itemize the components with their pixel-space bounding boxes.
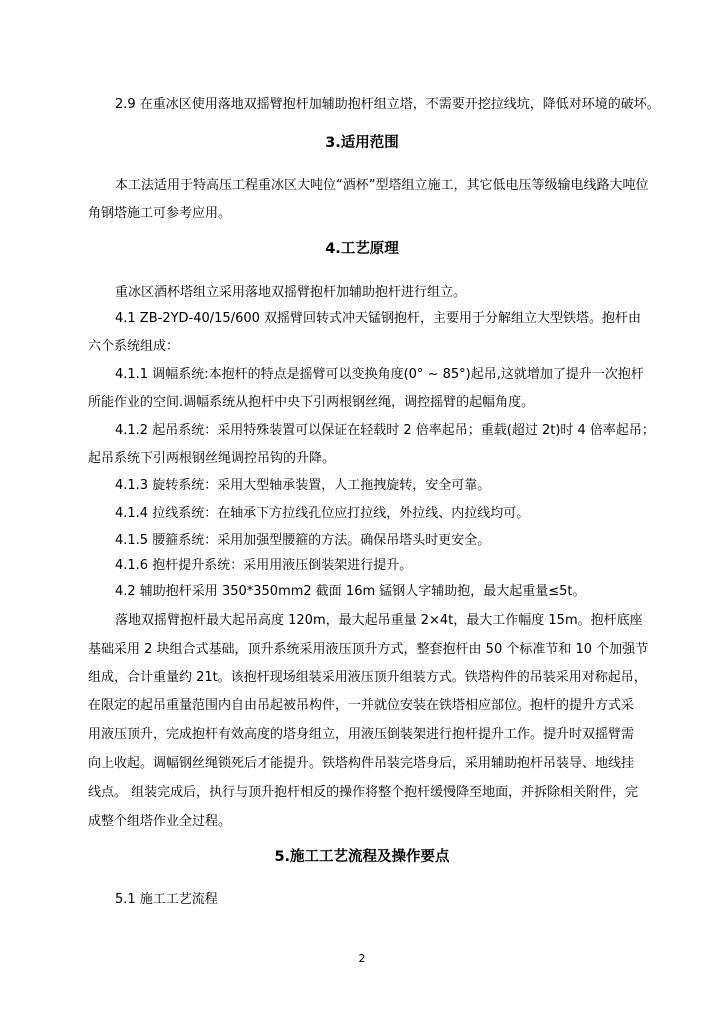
hoist-paragraph-line-4: 在限定的起吊重量范围内自由吊起被吊构件，一并就位安装在铁塔相应部位。抱杆的提升方式采: [88, 698, 635, 713]
section-3-heading: 3.适用范围: [325, 135, 399, 151]
paragraph-2-9: 2.9 在重冰区使用落地双摇臂抱杆加辅助抱杆组立塔，不需要开挖拉线坑，降低对环境的破坏。: [115, 97, 660, 112]
hoist-paragraph-line-8: 成整个组塔作业全过程。: [88, 814, 232, 829]
section-3-paragraph-line-2: 角钢塔施工可参考应用。: [88, 206, 232, 221]
paragraph-4-1-2-line-1: 4.1.2 起吊系统：采用特殊装置可以保证在轻载时 2 倍率起吊；重载(超过 2t)时 4 倍率起吊；: [115, 423, 655, 438]
hoist-paragraph-line-3: 组成，合计重量约 21t。该抱杆现场组装采用液压顶升组装方式。铁塔构件的吊装采用对称起吊，: [88, 670, 647, 685]
section-5-heading: 5.施工工艺流程及操作要点: [274, 849, 450, 865]
hoist-paragraph-line-5: 用液压顶升，完成抱杆有效高度的塔身组立，用液压倒装架进行抱杆提升工作。提升时双摇臂需: [88, 727, 635, 742]
section-4-intro: 重冰区酒杯塔组立采用落地双摇臂抱杆加辅助抱杆进行组立。: [115, 285, 467, 300]
section-4-heading: 4.工艺原理: [325, 241, 399, 257]
section-3-paragraph-line-1: 本工法适用于特高压工程重冰区大吨位“酒杯”型塔组立施工，其它低电压等级输电线路大吨位: [115, 178, 649, 193]
paragraph-4-1-5: 4.1.5 腰箍系统：采用加强型腰箍的方法。确保吊塔头时更安全。: [115, 533, 491, 548]
paragraph-4-1-2-line-2: 起吊系统下引两根钢丝绳调控吊钩的升降。: [88, 451, 336, 466]
hoist-paragraph-line-2: 基础采用 2 块组合式基础，顶升系统采用液压顶升方式，整套抱杆由 50 个标准节和 10 个加强节: [88, 642, 649, 657]
hoist-paragraph-line-6: 向上收起。调幅钢丝绳锁死后才能提升。铁塔构件吊装完塔身后，采用辅助抱杆吊装导、地线挂: [88, 756, 635, 771]
paragraph-5-1: 5.1 施工工艺流程: [115, 892, 218, 907]
paragraph-4-1-line-1: 4.1 ZB-2YD-40/15/600 双摇臂回转式冲天锰钢抱杆，主要用于分解组立大型铁塔。抱杆由: [115, 311, 642, 326]
paragraph-4-1-1-line-1: 4.1.1 调幅系统:本抱杆的特点是摇臂可以变换角度(0° ~ 85°)起吊,这就增加了提升一次抱杆: [115, 367, 644, 382]
hoist-paragraph-line-1: 落地双摇臂抱杆最大起吊高度 120m，最大起吊重量 2×4t，最大工作幅度 15m。抱杆底座: [115, 613, 643, 628]
paragraph-4-2: 4.2 辅助抱杆采用 350*350mm2 截面 16m 锰钢人字辅助抱，最大起重量≤5t。: [115, 584, 586, 599]
paragraph-4-1-line-2: 六个系统组成：: [88, 339, 180, 354]
hoist-paragraph-line-7: 线点。 组装完成后，执行与顶升抱杆相反的操作将整个抱杆缓慢降至地面，并拆除相关附件，完: [88, 785, 639, 800]
page-number: 2: [358, 952, 366, 965]
paragraph-4-1-6: 4.1.6 抱杆提升系统：采用用液压倒装架进行提升。: [115, 558, 413, 573]
paragraph-4-1-1-line-2: 所能作业的空间.调幅系统从抱杆中央下引两根钢丝绳，调控摇臂的起幅角度。: [88, 395, 535, 410]
paragraph-4-1-4: 4.1.4 拉线系统：在轴承下方拉线孔位应打拉线，外拉线、内拉线均可。: [115, 506, 530, 521]
paragraph-4-1-3: 4.1.3 旋转系统：采用大型轴承装置，人工拖拽旋转，安全可靠。: [115, 478, 491, 493]
